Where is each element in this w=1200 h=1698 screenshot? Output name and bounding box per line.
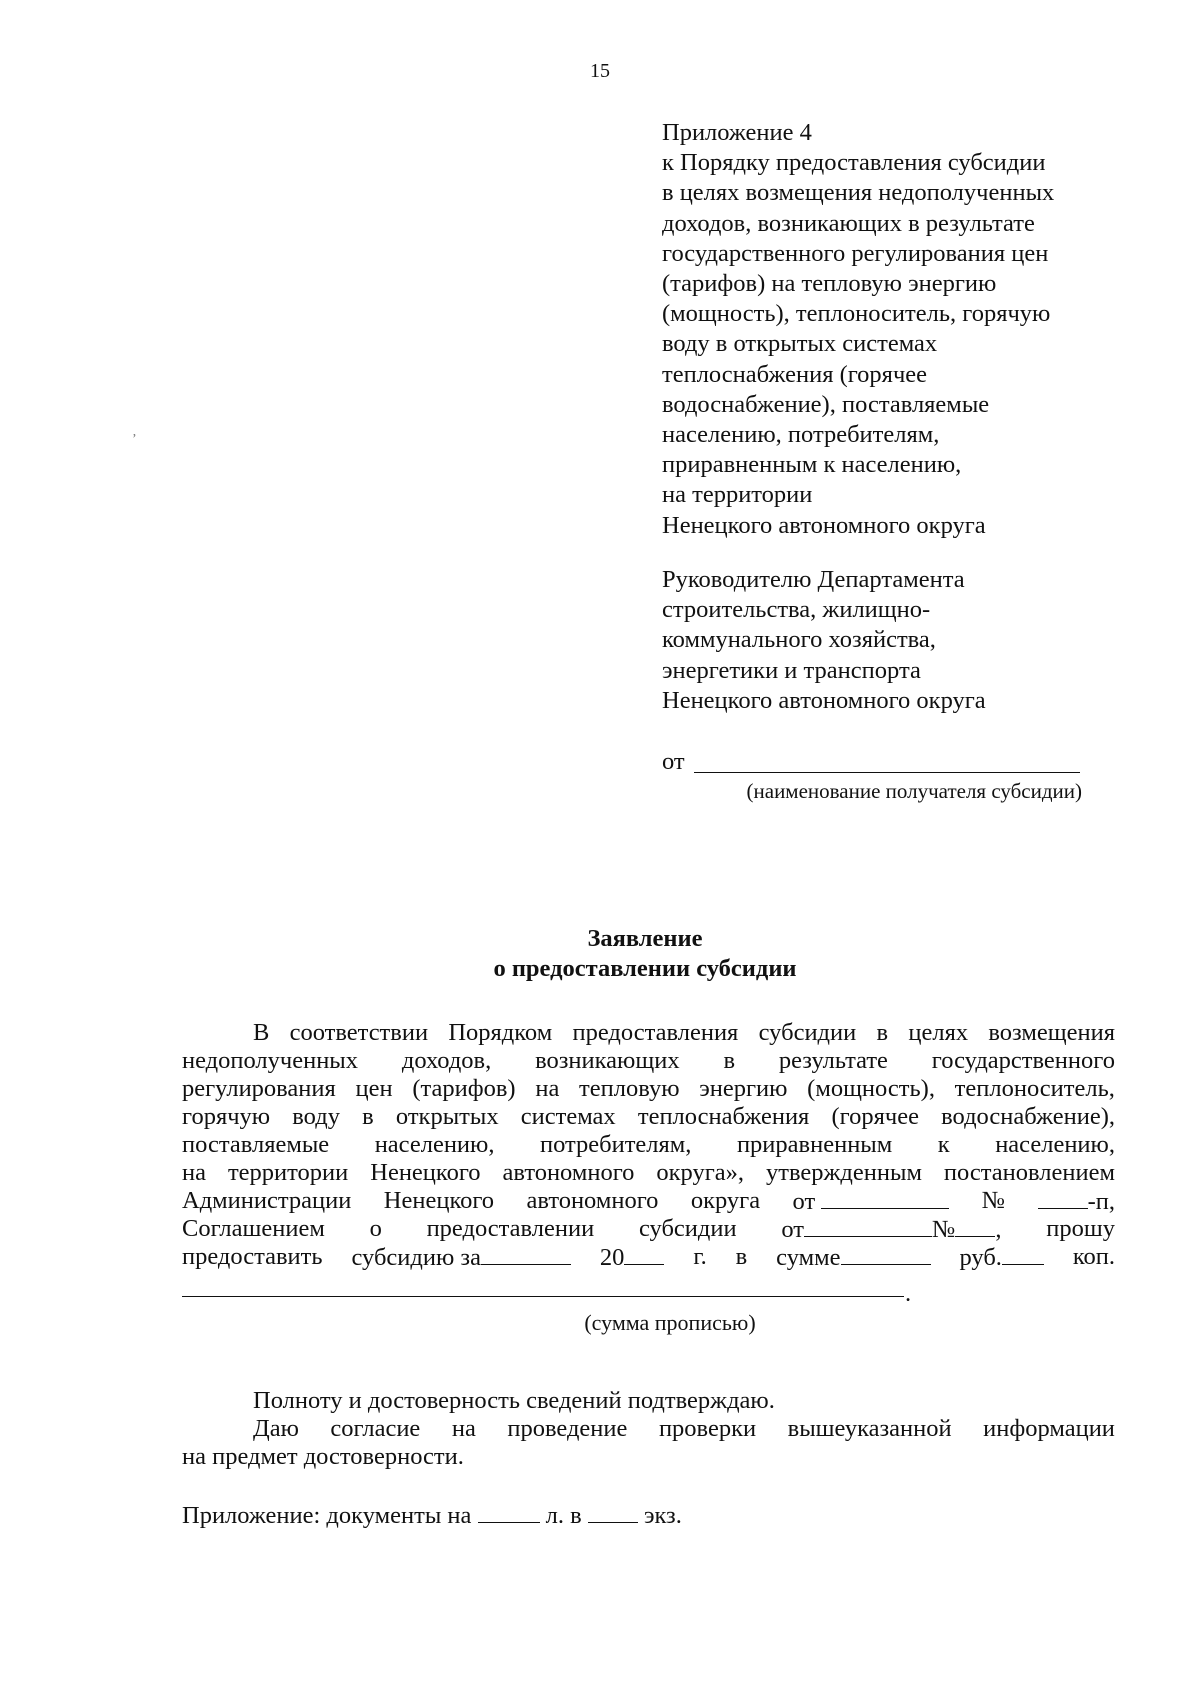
word: цен — [355, 1075, 393, 1102]
word: государственного — [931, 1047, 1115, 1074]
number-sign: № — [981, 1187, 1006, 1214]
consent-continuation: на предмет достоверности. — [182, 1443, 464, 1470]
word: возмещения — [988, 1019, 1115, 1046]
kopecks-field[interactable] — [1002, 1242, 1044, 1265]
word: согласие — [330, 1415, 421, 1442]
word: потребителям, — [539, 1131, 692, 1158]
resolution-date-field[interactable] — [821, 1186, 949, 1209]
word: проведение — [507, 1415, 628, 1442]
word: сумме — [776, 1244, 841, 1271]
word: территории — [227, 1159, 349, 1186]
word: в — [362, 1103, 374, 1130]
word: населению, — [374, 1131, 495, 1158]
word: субсидии — [758, 1019, 857, 1046]
word: теплоснабжения — [637, 1103, 810, 1130]
from-label: от — [662, 748, 685, 775]
pages-count-field[interactable] — [478, 1500, 540, 1523]
pages-abbr: л. в — [545, 1502, 582, 1529]
scan-mark: ʼ — [132, 432, 137, 447]
body-line-8 — [182, 1214, 1115, 1244]
word: от — [781, 1216, 804, 1243]
appendix-line: водоснабжение), поставляемые — [662, 390, 990, 418]
word: о — [369, 1215, 382, 1242]
recipient-caption: (наименование получателя субсидии) — [746, 779, 1082, 803]
title-line-2: о предоставлении субсидии — [493, 955, 797, 982]
agreement-number-field[interactable] — [955, 1214, 995, 1237]
word: на — [182, 1159, 206, 1186]
word: в — [735, 1243, 748, 1270]
appendix-line: доходов, возникающих в результате — [662, 209, 1035, 237]
word: субсидии — [638, 1215, 737, 1242]
word: предоставлении — [426, 1215, 595, 1242]
word: Соглашением — [182, 1215, 325, 1242]
addressee-line: Ненецкого автономного округа — [662, 686, 986, 714]
addressee-block — [662, 565, 1122, 716]
period-field[interactable] — [481, 1242, 571, 1265]
consent-line — [253, 1414, 1115, 1444]
word: постановлением — [943, 1159, 1115, 1186]
body-line-1 — [253, 1018, 1115, 1048]
document-title — [0, 924, 1200, 984]
from-row — [662, 748, 1082, 778]
title-line-1: Заявление — [587, 925, 703, 952]
word: от — [792, 1188, 816, 1215]
word: соответствии — [289, 1019, 429, 1046]
word: тепловую — [579, 1075, 680, 1102]
rub-label: руб. — [959, 1244, 1002, 1271]
addressee-line: энергетики и транспорта — [662, 656, 921, 684]
amount-caption: (сумма прописью) — [584, 1310, 756, 1335]
body-line-7 — [182, 1186, 1115, 1216]
number-sign: № — [931, 1216, 956, 1243]
appendix-line: теплоснабжения (горячее — [662, 360, 928, 388]
appendix-line: Приложение 4 — [662, 119, 812, 146]
word: прошу — [1046, 1215, 1115, 1242]
amount-in-words-field[interactable] — [182, 1296, 904, 1297]
word: теплоноситель, — [954, 1075, 1115, 1102]
copies-abbr: экз. — [643, 1502, 682, 1529]
body-line-6 — [182, 1158, 1115, 1188]
appendix-line: на территории — [662, 481, 813, 509]
recipient-name-field[interactable] — [694, 748, 1080, 773]
body-line-9 — [182, 1242, 1115, 1272]
word: приравненным — [736, 1131, 893, 1158]
body-line-2 — [182, 1046, 1115, 1076]
word: к — [937, 1131, 950, 1158]
word: округа», — [656, 1159, 745, 1186]
word: целях — [908, 1019, 969, 1046]
addressee-line: строительства, жилищно- — [662, 596, 931, 624]
word: в — [723, 1047, 736, 1074]
appendix-line: воду в открытых системах — [662, 330, 938, 358]
appendix-line: государственного регулирования цен — [662, 239, 1049, 267]
body-line-3 — [182, 1074, 1115, 1104]
word: открытых — [395, 1103, 499, 1130]
word: Ненецкого — [383, 1187, 495, 1214]
page-number: 15 — [590, 60, 610, 82]
word: предоставления — [572, 1019, 739, 1046]
addressee-line: Руководителю Департамента — [662, 566, 965, 593]
word: возникающих — [535, 1047, 680, 1074]
word: (тарифов) — [412, 1075, 516, 1102]
word: утвержденным — [765, 1159, 922, 1186]
appendix-line: населению, потребителям, — [662, 421, 940, 449]
word: поставляемые — [182, 1131, 330, 1158]
word: Даю — [253, 1415, 299, 1442]
appendix-line: в целях возмещения недополученных — [662, 179, 1055, 207]
word: В — [253, 1019, 270, 1046]
word: результате — [778, 1047, 888, 1074]
copies-count-field[interactable] — [588, 1500, 638, 1523]
kop-label: коп. — [1072, 1243, 1115, 1270]
word: (мощность), — [807, 1075, 935, 1102]
word: автономного — [502, 1159, 635, 1186]
attachment-line — [182, 1500, 682, 1531]
word: населению, — [995, 1131, 1115, 1158]
word: на — [535, 1075, 560, 1102]
word: Порядком — [448, 1019, 553, 1046]
body-line-5 — [182, 1130, 1115, 1160]
word: воду — [292, 1103, 340, 1130]
agreement-date-field[interactable] — [804, 1214, 932, 1237]
word: субсидию — [351, 1244, 455, 1271]
sum-field[interactable] — [841, 1242, 931, 1265]
word: за — [460, 1244, 481, 1271]
confirmation-text: Полноту и достоверность сведений подтверждаю. — [253, 1387, 775, 1414]
word: на — [451, 1415, 476, 1442]
word: в — [876, 1019, 889, 1046]
appendix-line: (тарифов) на тепловую энергию — [662, 270, 997, 298]
resolution-number-field[interactable] — [1038, 1186, 1088, 1209]
year-field[interactable] — [624, 1242, 664, 1265]
appendix-line: к Порядку предоставления субсидии — [662, 149, 1046, 177]
resolution-suffix: -п, — [1087, 1188, 1115, 1215]
appendix-line: (мощность), теплоноситель, горячую — [662, 300, 1051, 328]
body-line-4 — [182, 1102, 1115, 1132]
word: (горячее — [831, 1103, 919, 1130]
word: проверки — [658, 1415, 757, 1442]
appendix-line: приравненным к населению, — [662, 451, 962, 479]
word: округа — [690, 1187, 761, 1214]
word: Ненецкого — [370, 1159, 481, 1186]
word: регулирования — [182, 1075, 336, 1102]
word: информации — [983, 1415, 1115, 1442]
word: доходов, — [401, 1047, 492, 1074]
appendix-heading — [662, 118, 1122, 541]
amount-period: . — [905, 1280, 912, 1307]
word: водоснабжение), — [941, 1103, 1115, 1130]
word: недополученных — [182, 1047, 359, 1074]
word: предоставить — [182, 1243, 323, 1270]
word: автономного — [526, 1187, 659, 1214]
appendix-line: Ненецкого автономного округа — [662, 511, 986, 539]
attachment-label: Приложение: документы на — [182, 1502, 472, 1529]
word: энергию — [699, 1075, 788, 1102]
comma: , — [995, 1216, 1002, 1243]
word: горячую — [182, 1103, 271, 1130]
word: вышеуказанной — [787, 1415, 952, 1442]
word: Администрации — [182, 1187, 352, 1214]
addressee-line: коммунального хозяйства, — [662, 626, 936, 654]
word: г. — [693, 1243, 707, 1270]
year-prefix: 20 — [599, 1244, 625, 1271]
word: системах — [520, 1103, 616, 1130]
